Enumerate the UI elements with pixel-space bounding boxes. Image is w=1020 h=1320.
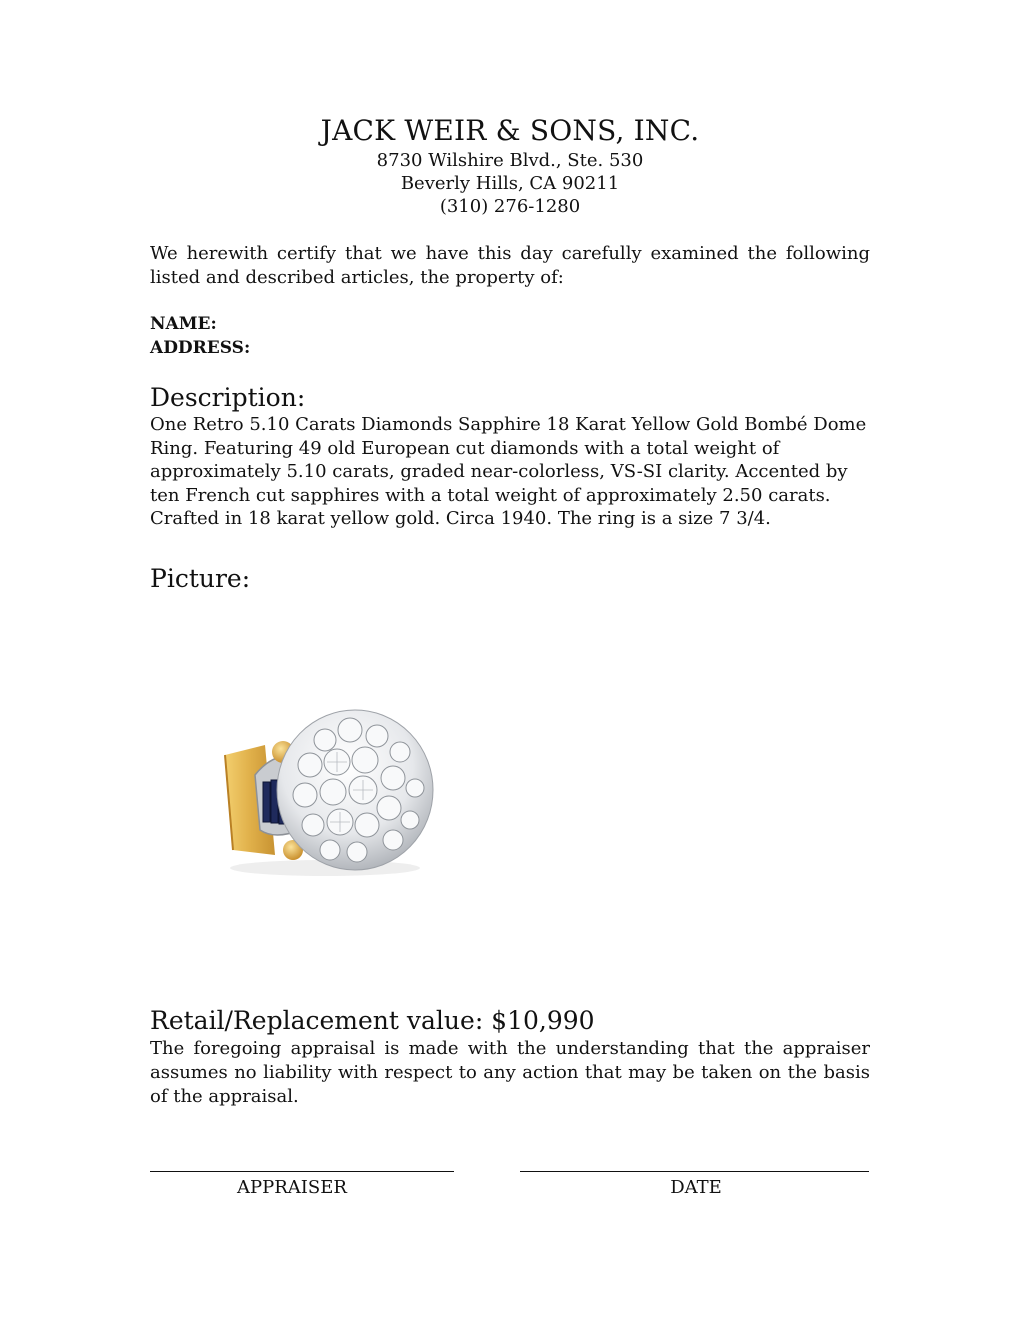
picture-heading: Picture:: [150, 564, 251, 593]
retail-value-heading: Retail/Replacement value: $10,990: [150, 1006, 595, 1035]
phone-number: (310) 276-1280: [439, 196, 581, 217]
owner-fields: [150, 312, 870, 360]
letterhead: [0, 113, 1020, 218]
description-heading: Description:: [150, 383, 306, 412]
date-signature-line: [520, 1171, 869, 1172]
liability-disclaimer: The foregoing appraisal is made with the understanding that the appraiser assumes no liability with respect to any action that may be taken on the basis of the appraisal.: [150, 1038, 870, 1107]
ring-photo: [205, 680, 445, 890]
appraiser-signature-line: [150, 1171, 454, 1172]
address-line-1: 8730 Wilshire Blvd., Ste. 530: [376, 150, 644, 171]
appraiser-label: APPRAISER: [237, 1177, 347, 1198]
name-label: NAME:: [150, 314, 217, 334]
address-line-2: Beverly Hills, CA 90211: [400, 173, 620, 194]
diamond-dome-ring-photo-icon: [205, 680, 445, 890]
address-label: ADDRESS:: [150, 338, 251, 358]
company-name: JACK WEIR & SONS, INC.: [320, 114, 700, 147]
certification-statement: We herewith certify that we have this day carefully examined the following listed and described articles, the property of:: [150, 243, 870, 288]
date-label: DATE: [670, 1177, 722, 1198]
description-text: One Retro 5.10 Carats Diamonds Sapphire 18 Karat Yellow Gold Bombé Dome Ring. Featuring 49 old European cut diamonds with a total weight of approximately 5.10 carats, graded near-colorless, VS-SI clarity. Accented by ten French cut sapphires with a total weight of approximately 2.50 carats. Crafted in 18 karat yellow gold. Circa 1940. The ring is a size 7 3/4.: [150, 414, 867, 530]
